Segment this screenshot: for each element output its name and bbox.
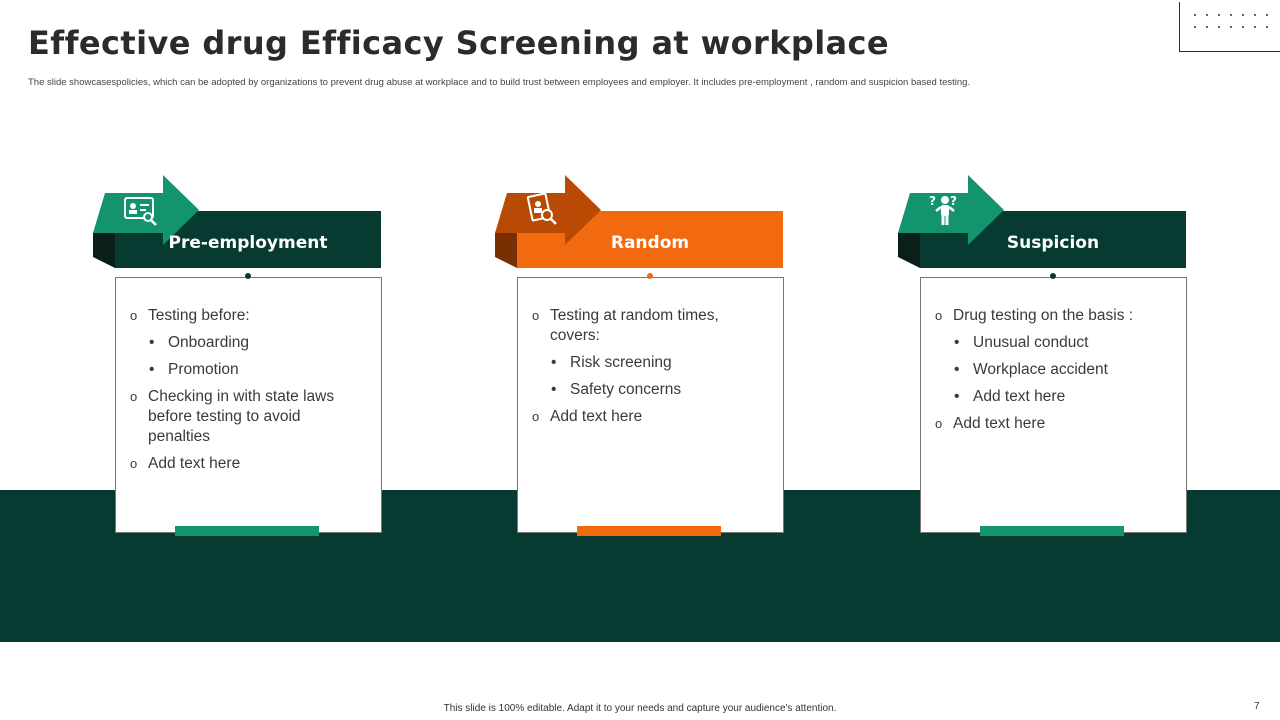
list-sub-item: • Onboarding <box>149 334 250 351</box>
document-search-icon <box>525 193 559 227</box>
card-title: Pre-employment <box>168 232 328 253</box>
card-content-box <box>115 277 382 533</box>
connector-dot <box>647 273 653 279</box>
card-random <box>495 175 795 540</box>
list-item: o Checking in with state laws before testing to avoid penalties <box>130 388 335 445</box>
card-content-box <box>920 277 1187 533</box>
card-content-box <box>517 277 784 533</box>
connector-dot <box>245 273 251 279</box>
slide-title: Effective drug Efficacy Screening at workplace <box>28 24 890 62</box>
slide-footer: This slide is 100% editable. Adapt it to your needs and capture your audience's attention. <box>443 703 837 714</box>
page-number: 7 <box>1254 701 1260 712</box>
id-card-search-icon <box>123 195 159 227</box>
svg-text:?: ? <box>929 194 936 208</box>
card-list <box>532 306 769 434</box>
list-sub-item: • Add text here <box>954 388 1066 405</box>
list-item: o Testing before: <box>130 307 250 324</box>
list-sub-item: • Risk screening <box>551 354 672 371</box>
card-list <box>130 306 367 481</box>
list-sub-item: • Unusual conduct <box>954 334 1089 351</box>
card-accent-bar <box>980 526 1124 536</box>
list-item: o Add text here <box>935 415 1046 432</box>
card-list <box>935 306 1172 441</box>
list-item: o Drug testing on the basis : <box>935 307 1134 324</box>
slide-subtitle: The slide showcasespolicies, which can be adopted by organizations to prevent drug abuse at workplace and to build trust between employees and employer. It includes pre-employment , random and suspicion based testing. <box>28 77 971 88</box>
svg-text:?: ? <box>950 194 957 208</box>
list-sub-item: • Promotion <box>149 361 239 378</box>
connector-dot <box>1050 273 1056 279</box>
card-suspicion <box>898 175 1198 540</box>
list-sub-item: • Workplace accident <box>954 361 1108 378</box>
decorative-dot-grid <box>1179 2 1280 52</box>
confused-person-icon <box>928 193 962 227</box>
card-title: Random <box>610 232 690 253</box>
card-title: Suspicion <box>1006 232 1100 253</box>
list-item: o Add text here <box>130 455 241 472</box>
card-accent-bar <box>577 526 721 536</box>
list-item: o Add text here <box>532 408 643 425</box>
list-item: o Testing at random times, covers: <box>532 307 719 344</box>
card-pre-employment <box>93 175 393 540</box>
list-sub-item: • Safety concerns <box>551 381 682 398</box>
card-accent-bar <box>175 526 319 536</box>
